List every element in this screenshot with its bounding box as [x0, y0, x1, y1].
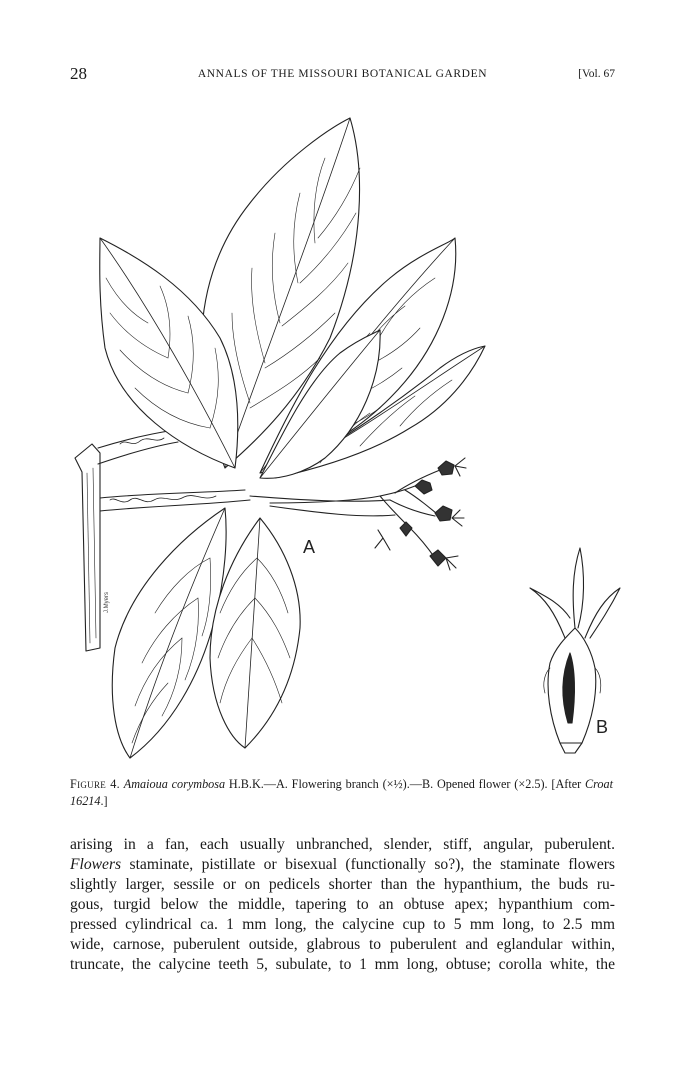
body-line: truncate, the calycine teeth 5, subulate, to 1 mm long, obtuse; corolla white, the [70, 956, 615, 973]
page-number: 28 [70, 64, 87, 83]
body-text [70, 835, 615, 975]
botanical-illustration [60, 108, 630, 763]
figure-label-b: B [596, 717, 609, 737]
figure-label-a: A [303, 537, 316, 557]
body-line-text: staminate, pistillate or bisexual (functionally so?), the staminate flowers [129, 856, 615, 873]
body-line: wide, carnose, puberulent outside, glabrous to puberulent and eglandular within, [70, 936, 615, 953]
body-line: arising in a fan, each usually unbranched, slender, stiff, angular, puberulent. [70, 836, 615, 853]
body-line: slightly larger, sessile or on pedicels shorter than the hypanthium, the buds ru- [70, 876, 615, 893]
caption-text-2: .] [100, 794, 108, 808]
volume-label: [Vol. 67 [578, 68, 615, 80]
body-line: gous, turgid below the middle, tapering to an obtuse apex; hypanthium com- [70, 896, 615, 913]
leaf-lower-left [112, 508, 226, 758]
species-name: Amaioua corymbosa [123, 777, 226, 791]
caption-text-1: H.B.K.—A. Flowering branch (×½).—B. Opened flower (×2.5). [After [225, 777, 586, 791]
running-header [70, 64, 615, 86]
flowers-word: Flowers [70, 856, 122, 873]
body-line: pressed cylindrical ca. 1 mm long, the calycine cup to 5 mm long, to 2.5 mm [70, 916, 615, 933]
figure-caption [70, 776, 613, 810]
figure-number: Figure 4. [70, 777, 120, 791]
journal-title: ANNALS OF THE MISSOURI BOTANICAL GARDEN [197, 68, 488, 80]
collection-number: Croat 16214 [70, 777, 614, 808]
body-line [70, 855, 615, 875]
artist-signature: J.Myers [104, 592, 110, 613]
inflorescence [270, 458, 466, 570]
